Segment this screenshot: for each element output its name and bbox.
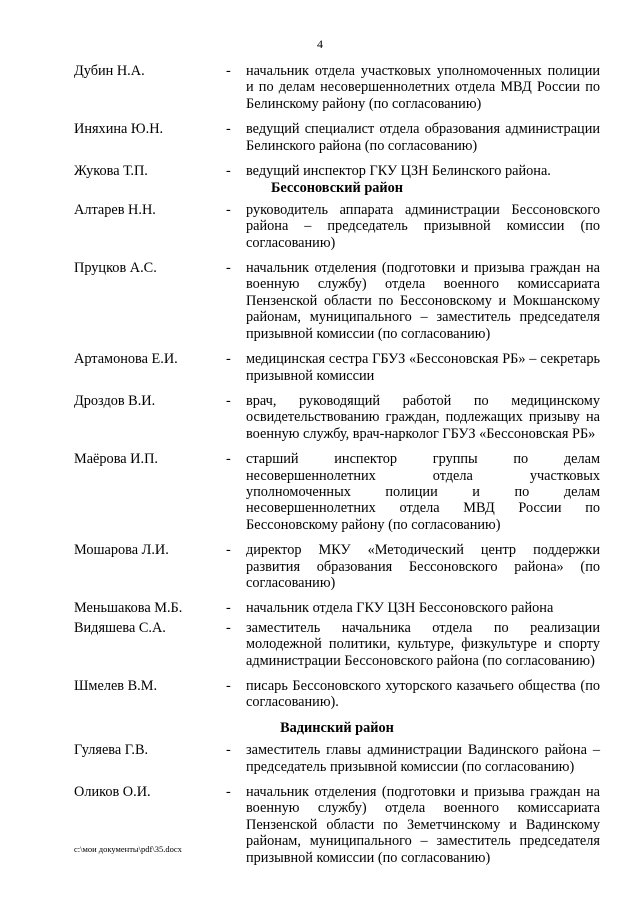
member-position: руководитель аппарата администрации Бессоновского района – председатель призывной комиссии (по согласованию) (246, 201, 600, 251)
member-position: заместитель начальника отдела по реализации молодежной политики, культуре, физкультуре и спорту администрации Бессоновского района (по согласованию) (246, 619, 600, 669)
member-position: начальник отделения (подготовки и призыва граждан на военную службу) отдела военного комиссариата Пензенской области по Бессоновскому и Мокшанскому районам, муниципального – заместитель председателя призывной комиссии (по согласованию) (246, 260, 600, 342)
section-belinsky (74, 63, 600, 179)
page-number: 4 (317, 37, 323, 51)
separator-dash: - (226, 542, 231, 559)
member-name: Мошарова Л.И. (74, 542, 169, 559)
member-position: начальник отдела ГКУ ЦЗН Бессоновского района (246, 600, 554, 617)
commission-list (74, 63, 600, 875)
separator-dash: - (226, 451, 231, 468)
member-name: Гуляева Г.В. (74, 742, 149, 759)
separator-dash: - (226, 63, 231, 79)
list-item (74, 351, 600, 384)
section-heading: Бессоновский район (270, 180, 404, 197)
separator-dash: - (226, 121, 231, 138)
list-item (74, 202, 600, 251)
member-position: врач, руководящий работой по медицинскому освидетельствованию граждан, подлежащих призыву на военную службу, врач-нарколог ГБУЗ «Бессоновская РБ» (246, 392, 600, 442)
section-heading: Вадинский район (280, 719, 394, 736)
separator-dash: - (226, 678, 231, 694)
member-name: Дубин Н.А. (74, 63, 145, 79)
list-item (74, 121, 600, 154)
list-item (74, 163, 600, 179)
separator-dash: - (226, 351, 231, 368)
section-bessonovsky (74, 180, 600, 710)
file-path-footer: c:\мои документы\pdf\35.docx (74, 844, 182, 854)
separator-dash: - (226, 392, 231, 409)
list-item (74, 678, 600, 711)
member-position: писарь Бессоновского хуторского казачьего общества (по согласованию). (246, 678, 600, 711)
separator-dash: - (226, 619, 231, 636)
member-name: Пруцков А.С. (74, 260, 157, 277)
member-position: заместитель главы администрации Вадинского района – председатель призывной комиссии (по согласованию) (246, 742, 600, 775)
list-item (74, 542, 600, 591)
member-name: Маёрова И.П. (74, 451, 158, 468)
member-name: Артамонова Е.И. (74, 351, 178, 368)
member-name: Видяшева С.А. (74, 619, 166, 636)
list-item (74, 620, 600, 669)
separator-dash: - (226, 260, 231, 277)
member-position: медицинская сестра ГБУЗ «Бессоновская РБ» – секретарь призывной комиссии (246, 351, 600, 384)
list-item (74, 451, 600, 533)
member-name: Жукова Т.П. (74, 163, 148, 180)
list-item (74, 260, 600, 342)
member-position: ведущий специалист отдела образования администрации Белинского района (по согласованию) (246, 121, 600, 154)
member-name: Меньшакова М.Б. (74, 600, 183, 617)
separator-dash: - (226, 600, 231, 617)
member-position: начальник отделения (подготовки и призыва граждан на военную службу) отдела военного комиссариата Пензенской области по Земетчинскому и Вадинскому районам, муниципального – заместитель председателя призывной комиссии (по согласованию) (246, 784, 600, 866)
member-position: начальник отдела участковых уполномоченных полиции и по делам несовершеннолетних отдела МВД России по Белинскому району (по согласованию) (246, 63, 600, 112)
member-name: Шмелев В.М. (74, 678, 158, 694)
separator-dash: - (226, 201, 231, 218)
member-name: Алтарев Н.Н. (74, 201, 156, 218)
separator-dash: - (226, 784, 231, 801)
member-position: ведущий инспектор ГКУ ЦЗН Белинского района. (246, 163, 551, 180)
member-name: Оликов О.И. (74, 784, 151, 801)
list-item (74, 742, 600, 775)
list-item (74, 393, 600, 442)
separator-dash: - (226, 163, 231, 180)
list-item (74, 63, 600, 112)
member-position: директор МКУ «Методический центр поддержки развития образования Бессоновского района» (по согласованию) (246, 542, 600, 591)
member-position: старший инспектор группы по делам несовершеннолетних отдела участковых уполномоченных полиции и по делам несовершеннолетних отдела МВД России по Бессоновскому району (по согласованию) (246, 451, 600, 533)
list-item (74, 600, 600, 616)
member-name: Иняхина Ю.Н. (74, 121, 164, 138)
member-name: Дроздов В.И. (74, 392, 156, 409)
separator-dash: - (226, 742, 231, 759)
